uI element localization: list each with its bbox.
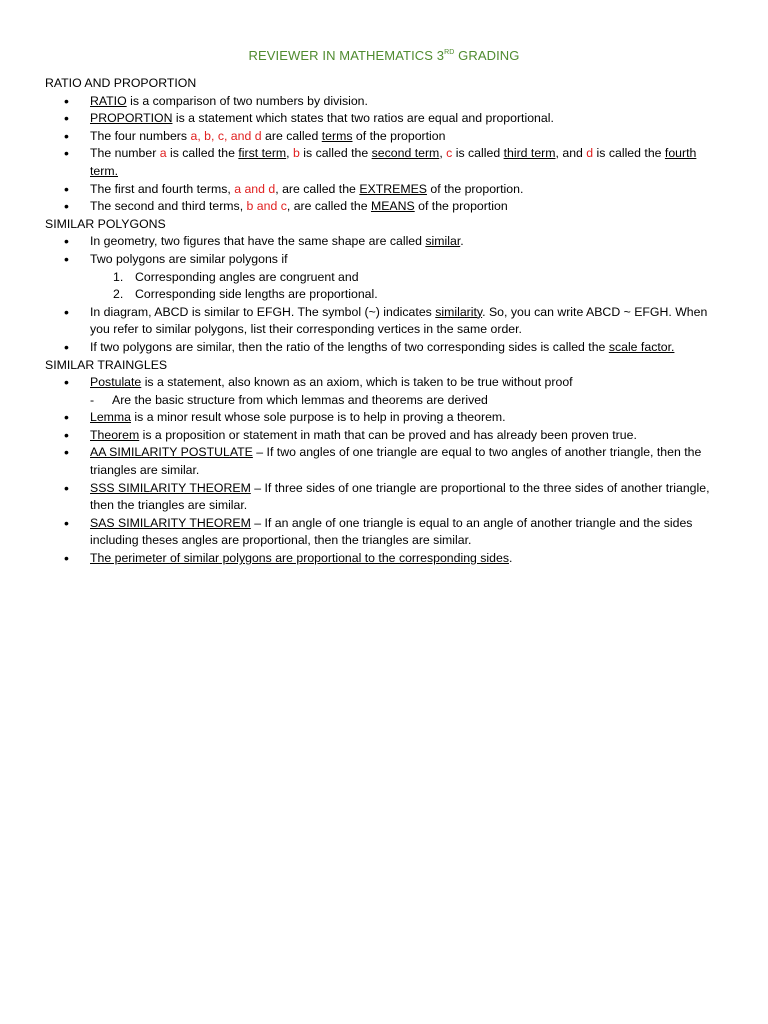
list-item [45, 128, 725, 146]
text: of the proportion. [426, 181, 524, 196]
list-item [45, 409, 725, 427]
highlight: d [586, 146, 594, 161]
section-heading-polygons: SIMILAR POLYGONS [45, 216, 166, 231]
text: of the proportion [352, 128, 446, 143]
term: The perimeter of similar polygons are proportional to the corresponding sides [90, 551, 509, 566]
highlight: b [293, 146, 300, 161]
text: is called the [593, 146, 665, 161]
text: The second and third terms, [90, 199, 247, 214]
text: In diagram, ABCD is similar to EFGH. The symbol (~) indicates [90, 304, 436, 319]
section-heading-triangles: SIMILAR TRAINGLES [45, 357, 168, 372]
text: is a proposition or statement in math that can be proved and has already been proven true. [139, 427, 637, 442]
term: first term [238, 146, 287, 161]
text: is a minor result whose sole purpose is to help in proving a theorem. [131, 410, 506, 425]
item-number: 2. [113, 287, 124, 302]
list-item [45, 251, 725, 269]
text: of the proportion [414, 199, 508, 214]
term: terms [321, 128, 353, 143]
text: In geometry, two figures that have the same shape are called [90, 234, 426, 249]
text: , are called the [275, 181, 360, 196]
text: is a statement, also known as an axiom, which is taken to be true without proof [141, 375, 573, 390]
text: – If three sides of one triangle are proportional to the three sides of another triangle, then the triangles are similar. [90, 480, 710, 513]
polygons-list [45, 233, 725, 268]
list-item [45, 145, 725, 180]
polygons-list-continued [45, 304, 725, 357]
text: is called the [299, 146, 372, 161]
term: Theorem [90, 427, 140, 442]
document-title [0, 48, 768, 63]
term: Lemma [90, 410, 132, 425]
numbered-item [90, 269, 725, 287]
text: is a statement which states that two ratios are equal and proportional. [172, 111, 554, 126]
triangles-list-continued [45, 409, 725, 567]
term: RATIO [90, 93, 127, 108]
text: If two polygons are similar, then the ratio of the lengths of two corresponding sides is called the [90, 339, 609, 354]
list-item [45, 444, 725, 479]
term: AA SIMILARITY POSTULATE [90, 445, 253, 460]
text: The first and fourth terms, [90, 181, 235, 196]
text: , [286, 146, 294, 161]
list-item [45, 550, 725, 568]
text: . So, you can write ABCD ~ EFGH. When you refer to similar polygons, list their corresponding vertices in the same order. [90, 304, 708, 337]
ratio-list [45, 93, 725, 216]
title-tail: GRADING [454, 48, 520, 63]
term: scale factor. [608, 339, 675, 354]
term: SSS SIMILARITY THEOREM [90, 480, 251, 495]
section-heading-ratio: RATIO AND PROPORTION [45, 76, 197, 90]
term: PROPORTION [90, 111, 173, 126]
list-item [45, 427, 725, 445]
list-item [45, 480, 725, 515]
dash-list [45, 392, 725, 410]
term: Postulate [90, 375, 142, 390]
text: . [460, 234, 464, 249]
text: is a comparison of two numbers by division. [126, 93, 368, 108]
text: Corresponding angles are congruent and [135, 269, 359, 284]
text: Two polygons are similar polygons if [90, 251, 288, 266]
highlight: c [446, 146, 453, 161]
term: MEANS [370, 199, 415, 214]
term: similar [425, 234, 461, 249]
text: , [439, 146, 447, 161]
term: SAS SIMILARITY THEOREM [90, 515, 251, 530]
text: , are called the [286, 199, 371, 214]
list-item [45, 198, 725, 216]
text: – If an angle of one triangle is equal to an angle of another triangle and the sides including theses angles are proportional, then the triangles are similar. [90, 515, 693, 548]
list-item [45, 515, 725, 550]
term: similarity [435, 304, 483, 319]
conditions-list [45, 269, 725, 304]
dash-item: - Are the basic structure from which lemmas and theorems are derived [45, 392, 725, 410]
list-item [45, 304, 725, 339]
list-item [45, 93, 725, 111]
list-item [45, 181, 725, 199]
text: . [509, 551, 513, 566]
text: The four numbers [90, 128, 191, 143]
highlight: b and c [246, 199, 287, 214]
text: is called the [166, 146, 239, 161]
text: are called [261, 128, 322, 143]
term: EXTREMES [359, 181, 427, 196]
text: – If two angles of one triangle are equal to two angles of another triangle, then the triangles are similar. [90, 445, 702, 478]
list-item [45, 110, 725, 128]
term: third term [503, 146, 556, 161]
text: is called [452, 146, 504, 161]
highlight: a and d [234, 181, 276, 196]
text: , and [555, 146, 587, 161]
list-item [45, 339, 725, 357]
list-item [45, 374, 725, 392]
highlight: a, b, c, and d [190, 128, 262, 143]
term: fourth term. [90, 146, 697, 178]
triangles-list [45, 374, 725, 392]
highlight: a [159, 146, 167, 161]
text: The number [90, 146, 160, 161]
title-text: REVIEWER IN MATHEMATICS 3 [248, 48, 445, 63]
item-number: 1. [113, 269, 124, 284]
term: second term [371, 146, 440, 161]
list-item [45, 233, 725, 251]
numbered-item [90, 286, 725, 304]
text: Corresponding side lengths are proportional. [135, 287, 378, 302]
document-body [45, 75, 725, 568]
title-superscript: RD [444, 49, 455, 56]
